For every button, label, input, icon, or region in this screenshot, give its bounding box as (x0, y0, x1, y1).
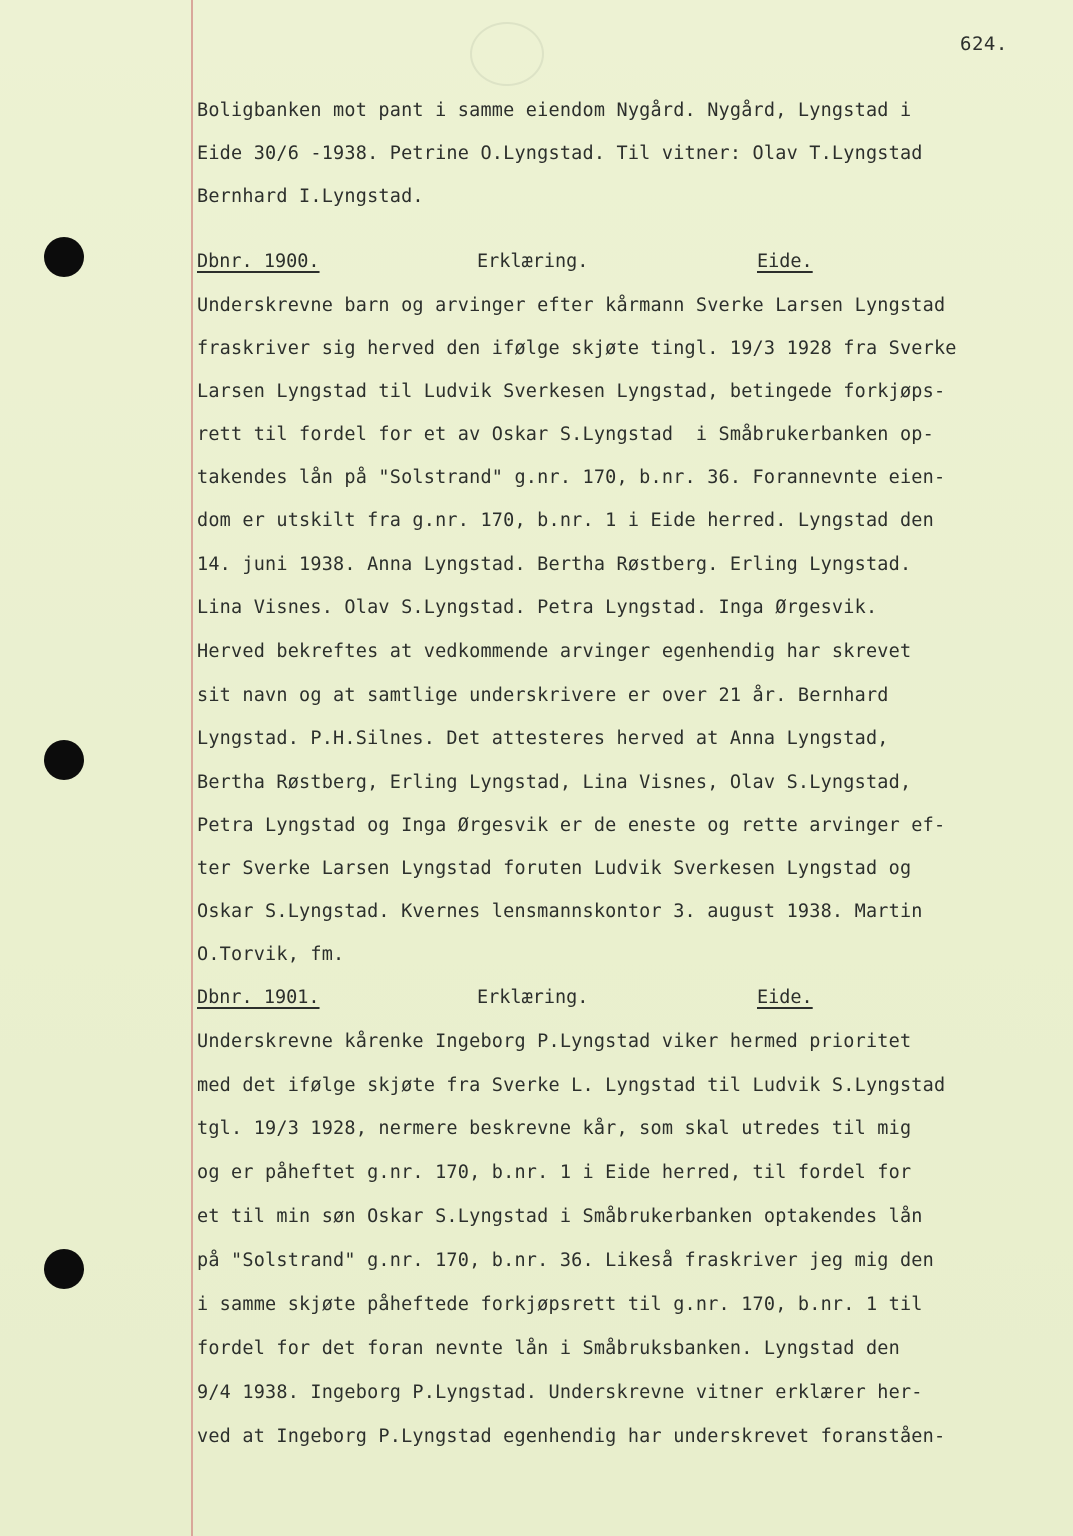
text-line: Bertha Røstberg, Erling Lyngstad, Lina Visnes, Olav S.Lyngstad, (197, 772, 912, 793)
text-line: Oskar S.Lyngstad. Kvernes lensmannskontor 3. august 1938. Martin (197, 901, 923, 922)
punch-hole-top (44, 237, 84, 277)
entry-type: Erklæring. (477, 251, 589, 272)
text-line: Petra Lyngstad og Inga Ørgesvik er de eneste og rette arvinger ef- (197, 815, 946, 836)
text-line: ter Sverke Larsen Lyngstad foruten Ludvik Sverkesen Lyngstad og (197, 858, 912, 879)
entry-number: Dbnr. 1900. (197, 251, 320, 272)
text-line: fordel for det foran nevnte lån i Småbruksbanken. Lyngstad den (197, 1338, 900, 1359)
faded-stamp (470, 22, 544, 86)
text-line: dom er utskilt fra g.nr. 170, b.nr. 1 i Eide herred. Lyngstad den (197, 510, 934, 531)
text-line: i samme skjøte påheftede forkjøpsrett til g.nr. 170, b.nr. 1 til (197, 1294, 923, 1315)
page-number: 624. (960, 33, 1008, 55)
entry-type: Erklæring. (477, 987, 589, 1008)
text-line: Underskrevne kårenke Ingeborg P.Lyngstad viker hermed prioritet (197, 1031, 912, 1052)
text-line: Boligbanken mot pant i samme eiendom Nygård. Nygård, Lyngstad i (197, 100, 912, 121)
text-line: med det ifølge skjøte fra Sverke L. Lyngstad til Ludvik S.Lyngstad (197, 1075, 946, 1096)
text-line: Underskrevne barn og arvinger efter kårmann Sverke Larsen Lyngstad (197, 295, 946, 316)
text-line: fraskriver sig herved den ifølge skjøte tingl. 19/3 1928 fra Sverke (197, 338, 957, 359)
text-line: 14. juni 1938. Anna Lyngstad. Bertha Røstberg. Erling Lyngstad. (197, 554, 912, 575)
text-line: O.Torvik, fm. (197, 944, 345, 965)
punch-hole-middle (44, 740, 84, 780)
text-line: Herved bekreftes at vedkommende arvinger egenhendig har skrevet (197, 641, 912, 662)
text-line: tgl. 19/3 1928, nermere beskrevne kår, som skal utredes til mig (197, 1118, 912, 1139)
entry-number: Dbnr. 1901. (197, 987, 320, 1008)
text-line: ved at Ingeborg P.Lyngstad egenhendig har underskrevet foranståen- (197, 1426, 946, 1447)
text-line: Lina Visnes. Olav S.Lyngstad. Petra Lyngstad. Inga Ørgesvik. (197, 597, 878, 618)
text-line: Eide 30/6 -1938. Petrine O.Lyngstad. Til vitner: Olav T.Lyngstad (197, 143, 923, 164)
text-line: Lyngstad. P.H.Silnes. Det attesteres herved at Anna Lyngstad, (197, 728, 889, 749)
text-line: et til min søn Oskar S.Lyngstad i Småbrukerbanken optakendes lån (197, 1206, 923, 1227)
text-line: Bernhard I.Lyngstad. (197, 186, 424, 207)
text-line: og er påheftet g.nr. 170, b.nr. 1 i Eide herred, til fordel for (197, 1162, 912, 1183)
margin-rule (191, 0, 193, 1536)
text-line: 9/4 1938. Ingeborg P.Lyngstad. Underskrevne vitner erklærer her- (197, 1382, 923, 1403)
entry-place: Eide. (757, 251, 813, 272)
entry-place: Eide. (757, 987, 813, 1008)
text-line: takendes lån på "Solstrand" g.nr. 170, b.nr. 36. Forannevnte eien- (197, 467, 946, 488)
punch-hole-bottom (44, 1249, 84, 1289)
text-line: sit navn og at samtlige underskrivere er over 21 år. Bernhard (197, 685, 889, 706)
text-line: rett til fordel for et av Oskar S.Lyngstad i Småbrukerbanken op- (197, 424, 934, 445)
text-line: Larsen Lyngstad til Ludvik Sverkesen Lyngstad, betingede forkjøps- (197, 381, 946, 402)
text-line: på "Solstrand" g.nr. 170, b.nr. 36. Likeså fraskriver jeg mig den (197, 1250, 934, 1271)
